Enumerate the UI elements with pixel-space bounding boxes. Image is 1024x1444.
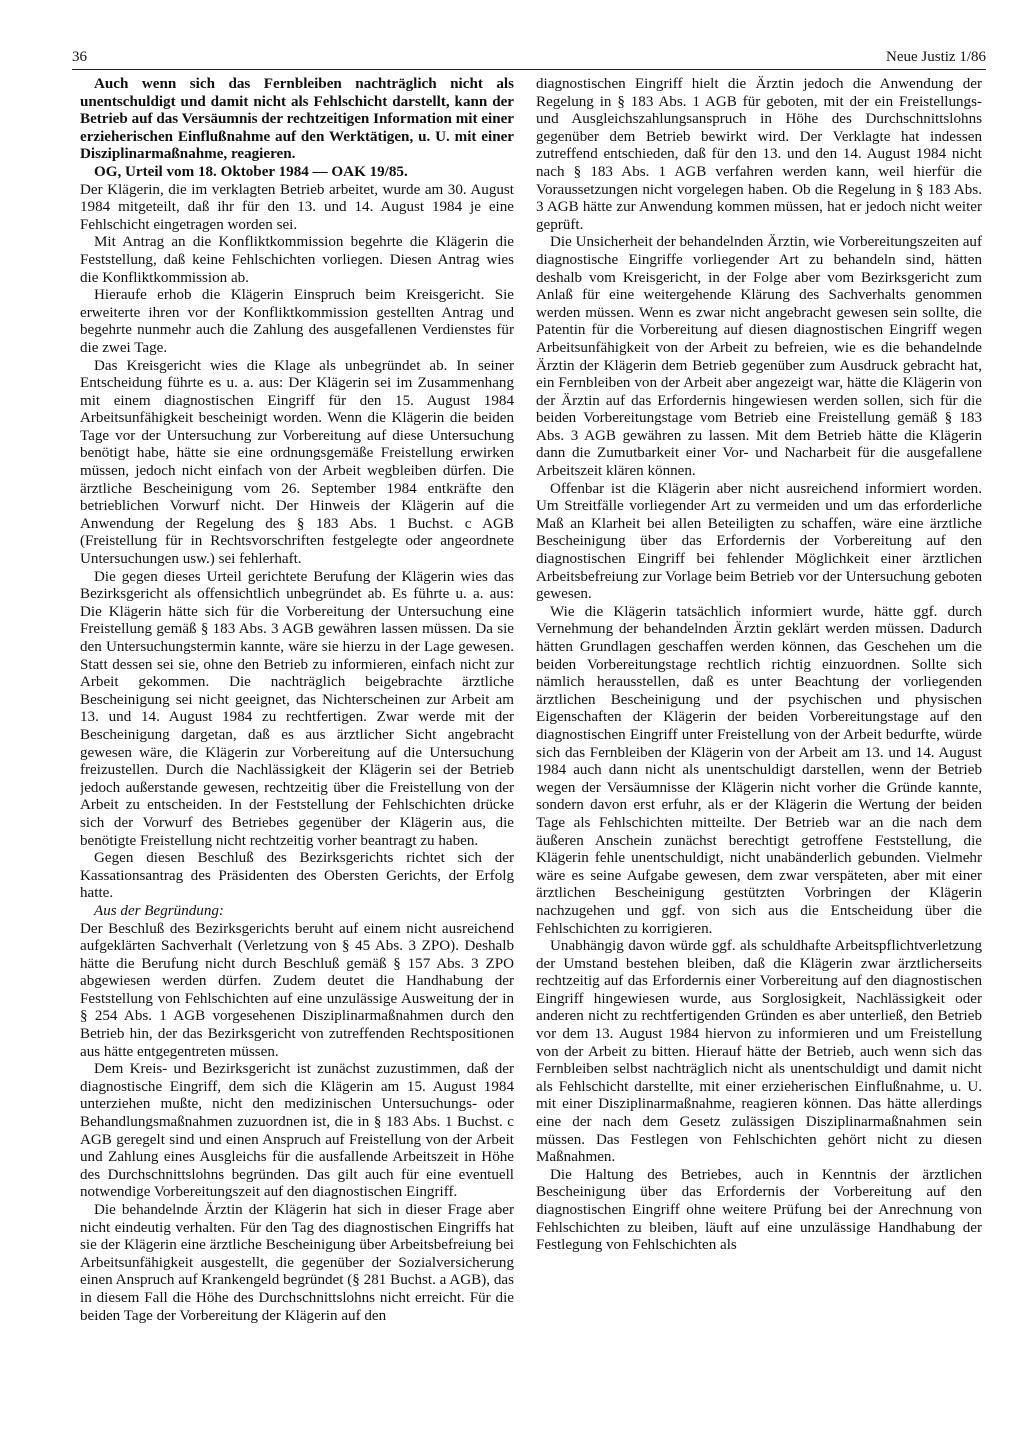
paragraph: Dem Kreis- und Bezirksgericht ist zunächst zuzustimmen, daß der diagnostische Eingriff, dem sich die Klägerin am 15. August 1984 unterziehen mußte, nicht den medizinischen Untersuchungs- oder Behandlungsmaßnahmen zuzuordnen ist, die in § 183 Abs. 1 Buchst. c AGB geregelt sind und einen Anspruch auf Freistellung von der Arbeit und Zahlung eines Ausgleichs für die ausfallende Arbeitszeit in Höhe des Durchschnittslohns begründen. Das gilt auch für eine eventuell notwendige Vorbereitungszeit auf den diagnostischen Eingriff.	[80, 1061, 514, 1201]
paragraph: Gegen diesen Beschluß des Bezirksgerichts richtet sich der Kassationsantrag des Präsidenten des Obersten Gerichts, der Erfolg hatte.	[80, 850, 514, 902]
paragraph: Die behandelnde Ärztin der Klägerin hat sich in dieser Frage aber nicht eindeutig verhalten. Für den Tag des diagnostischen Eingriffs hat sie der Klägerin eine ärztliche Bescheinigung über Arbeitsbefreiung bei Arbeitsunfähigkeit ausgestellt, die gegenüber der Sozialversicherung einen Anspruch auf Krankengeld begründet (§ 281 Buchst. a AGB), das in diesem Fall die Höhe des Durchschnittslohns nicht erreicht. Für die beiden Tage der Vorbereitung der Klägerin auf den	[80, 1202, 514, 1324]
paragraph: Der Beschluß des Bezirksgerichts beruht auf einem nicht ausreichend aufgeklärten Sachverhalt (Verletzung von § 45 Abs. 3 ZPO). Deshalb hätte die Berufung nicht durch Beschluß gemäß § 157 Abs. 3 ZPO abgewiesen werden dürfen. Zudem deutet die Handhabung der Feststellung von Fehlschichten auf eine unzulässige Ausweitung der in § 254 Abs. 1 AGB vorgesehenen Disziplinarmaßnahmen durch den Betrieb hin, der das Bezirksgericht von zutreffenden Rechtspositionen aus hätte entgegentreten müssen.	[80, 920, 514, 1060]
page-number: 36	[72, 49, 87, 65]
paragraph: Die Haltung des Betriebes, auch in Kenntnis der ärztlichen Bescheinigung über das Erfordernis der Vorbereitung auf den diagnostischen Eingriff ohne weitere Prüfung bei der Anrechnung von Fehlschichten zu bleiben, läuft auf eine unzulässige Handhabung der Festlegung von Fehlschichten als	[536, 1166, 982, 1254]
headnote: Auch wenn sich das Fernbleiben nachträglich nicht als unentschuldigt und damit nicht als Fehlschicht darstellt, kann der Betrieb auf das Versäumnis der rechtzeitigen Information mit einer erzieherischen Einflußnahme auf den Werktätigen, u. U. mit einer Disziplinarmaßnahme, reagieren.	[80, 76, 514, 163]
right-column	[536, 76, 982, 1426]
decision-citation: OG, Urteil vom 18. Oktober 1984 — OAK 19/85.	[94, 163, 408, 180]
paragraph: Mit Antrag an die Konfliktkommission begehrte die Klägerin die Feststellung, daß keine Fehlschichten vorliegen. Diesen Antrag wies die Konfliktkommission ab.	[80, 234, 514, 286]
paragraph: Unabhängig davon würde ggf. als schuldhafte Arbeitspflichtverletzung der Umstand bestehen bleiben, daß die Klägerin zwar ärztlicherseits rechtzeitig auf das Erfordernis einer Vorbereitung auf den diagnostischen Eingriff hingewiesen wurde, aus Sorglosigkeit, Nachlässigkeit oder anderen nicht zu rechtfertigenden Gründen es aber unterließ, den Betrieb vor dem 13. August 1984 hiervon zu informieren und um Freistellung von der Arbeit zu bitten. Hierauf hätte der Betrieb, auch wenn sich das Fernbleiben selbst nachträglich nicht als unentschuldigt und damit nicht als Fehlschicht darstellte, mit einer erzieherischen Einflußnahme, u. U. mit einer Disziplinarmaßnahme, reagieren können. Das hätte allerdings eine der nach dem Gesetz zulässigen Disziplinarmaßnahmen sein müssen. Das Festlegen von Fehlschichten gehört nicht zu diesen Maßnahmen.	[536, 938, 982, 1166]
paragraph: Hieraufe erhob die Klägerin Einspruch beim Kreisgericht. Sie erweiterte ihren vor der Konfliktkommission gestellten Antrag und begehrte nunmehr auch die Zahlung des ausgefallenen Verdienstes für die zwei Tage.	[80, 287, 514, 356]
paragraph: Das Kreisgericht wies die Klage als unbegründet ab. In seiner Entscheidung führte es u. a. aus: Der Klägerin sei im Zusammenhang mit einem diagnostischen Eingriff für den 15. August 1984 Arbeitsunfähigkeit bescheinigt worden. Wenn die Klägerin die beiden Tage vor der Untersuchung zur Vorbereitung auf diese Untersuchung benötigt habe, hätte sie eine ordnungsgemäße Freistellung erwirken müssen, jedoch nicht einfach von der Arbeit wegbleiben dürfen. Die ärztliche Bescheinigung vom 26. September 1984 entkräfte den betrieblichen Vorwurf nicht. Der Hinweis der Klägerin auf die Anwendung der Regelung des § 183 Abs. 1 Buchst. c AGB (Freistellung für in Rechtsvorschriften festgelegte oder angeordnete Untersuchungen usw.) sei fehlerhaft.	[80, 357, 514, 568]
left-column	[80, 76, 514, 1426]
paragraph: Die Unsicherheit der behandelnden Ärztin, wie Vorbereitungszeiten auf diagnostische Eingriffe vorliegender Art zu behandeln sind, hätten deshalb vom Kreisgericht, in der Folge aber vom Bezirksgericht zum Anlaß für eine weitergehende Klärung des Sachverhalts genommen werden müssen. Wenn es zwar nicht angebracht gewesen sein sollte, die Patentin für die Vorbereitung auf diesen diagnostischen Eingriff wegen Arbeitsunfähigkeit von der Arbeit zu befreien, wie es die behandelnde Ärztin der Klägerin dem Betrieb gegenüber zum Ausdruck gebracht hat, ein Fernbleiben von der Arbeit aber angezeigt war, hätte die Klägerin von der Ärztin auf das Erfordernis hingewiesen werden sollen, sich für die beiden Vorbereitungstage vom Betrieb eine Freistellung gemäß § 183 Abs. 3 AGB gewähren zu lassen. Mit dem Betrieb hätte die Klägerin dann die Zumutbarkeit einer Vor- und Nacharbeit für die ausgefallene Arbeitszeit klären können.	[536, 234, 982, 480]
section-heading: Aus der Begründung:	[94, 902, 224, 919]
paragraph: Wie die Klägerin tatsächlich informiert wurde, hätte ggf. durch Vernehmung der behandelnden Ärztin geklärt werden müssen. Dadurch hätten Grundlagen geschaffen werden können, das Geschehen um die beiden Vorbereitungstage rechtlich richtig einzuordnen. Sollte sich nämlich herausstellen, daß es unter Beachtung der vorliegenden ärztlichen Bescheinigung und der psychischen und physischen Eigenschaften der Klägerin der beiden Vorbereitungstage auf den diagnostischen Eingriff unter Freistellung von der Arbeit bedurfte, würde sich das Fernbleiben der Klägerin von der Arbeit am 13. und 14. August 1984 auch dann nicht als unentschuldigt darstellen, wenn der Betrieb wegen der Versäumnisse der Klägerin nicht vorher die Gründe kannte, sondern davon erst erfuhr, als er der Klägerin die Wertung der beiden Tage als Fehlschichten mitteilte. Der Betrieb war an die nach dem äußeren Anschein zunächst berechtigt getroffene Feststellung, die Klägerin fehle unentschuldigt, nicht unabänderlich gebunden. Vielmehr wäre es seine Aufgabe gewesen, dem zwar verspäteten, aber mit einer ärztlichen Bescheinigung gestützten Vorbringen der Klägerin nachzugehen und ggf. von sich aus die Entscheidung über die Fehlschichten zu korrigieren.	[536, 603, 982, 937]
paragraph: diagnostischen Eingriff hielt die Ärztin jedoch die Anwendung der Regelung in § 183 Abs. 1 AGB für geboten, mit der ein Freistellungs- und Ausgleichszahlungsanspruch in Höhe des Durchschnittslohns gegenüber dem Betrieb bewirkt wird. Der Verklagte hat indessen zutreffend entschieden, daß für den 13. und den 14. August 1984 nicht nach § 183 Abs. 1 AGB verfahren werden kann, weil hierfür die Voraussetzungen nicht vorgelegen haben. Ob die Regelung in § 183 Abs. 3 AGB hätte zur Anwendung kommen müssen, hat er jedoch nicht weiter geprüft.	[536, 76, 982, 233]
paragraph: Der Klägerin, die im verklagten Betrieb arbeitet, wurde am 30. August 1984 mitgeteilt, daß ihr für den 13. und 14. August 1984 je eine Fehlschicht eingetragen worden sei.	[80, 181, 514, 233]
running-header	[72, 44, 986, 70]
paragraph: Die gegen dieses Urteil gerichtete Berufung der Klägerin wies das Bezirksgericht als offensichtlich unbegründet ab. Es führte u. a. aus: Die Klägerin hätte sich für die Vorbereitung der Untersuchung eine Freistellung gemäß § 183 Abs. 3 AGB gewähren lassen müssen. Da sie den Untersuchungstermin kannte, wäre sie hierzu in der Lage gewesen. Statt dessen sei sie, ohne den Betrieb zu informieren, einfach nicht zur Arbeit gekommen. Die nachträglich beigebrachte ärztliche Bescheinigung sei nicht geeignet, das Nichterscheinen zur Arbeit am 13. und 14. August 1984 zu rechtfertigen. Zwar werde mit der Bescheinigung dargetan, daß es aus ärztlicher Sicht angebracht gewesen wäre, die Klägerin zur Vorbereitung auf die Untersuchung freizustellen. Durch die Nachlässigkeit der Klägerin sei der Betrieb jedoch außerstande gewesen, rechtzeitig über die Freistellung von der Arbeit zu entscheiden. In der Feststellung der Fehlschichten drücke sich der Vorwurf des Betriebes gegenüber der Klägerin aus, die benötigte Freistellung nicht rechtzeitig vorher beantragt zu haben.	[80, 568, 514, 849]
paragraph: Offenbar ist die Klägerin aber nicht ausreichend informiert worden. Um Streitfälle vorliegender Art zu vermeiden und um das erforderliche Maß an Klarheit bei allen Beteiligten zu schaffen, wäre eine ärztliche Bescheinigung über das Erfordernis der Vorbereitung auf den diagnostischen Eingriff bei fehlender Möglichkeit einer ärztlichen Arbeitsbefreiung zur Vorlage beim Betrieb vor der Untersuchung geboten gewesen.	[536, 480, 982, 603]
journal-issue: Neue Justiz 1/86	[886, 49, 986, 65]
